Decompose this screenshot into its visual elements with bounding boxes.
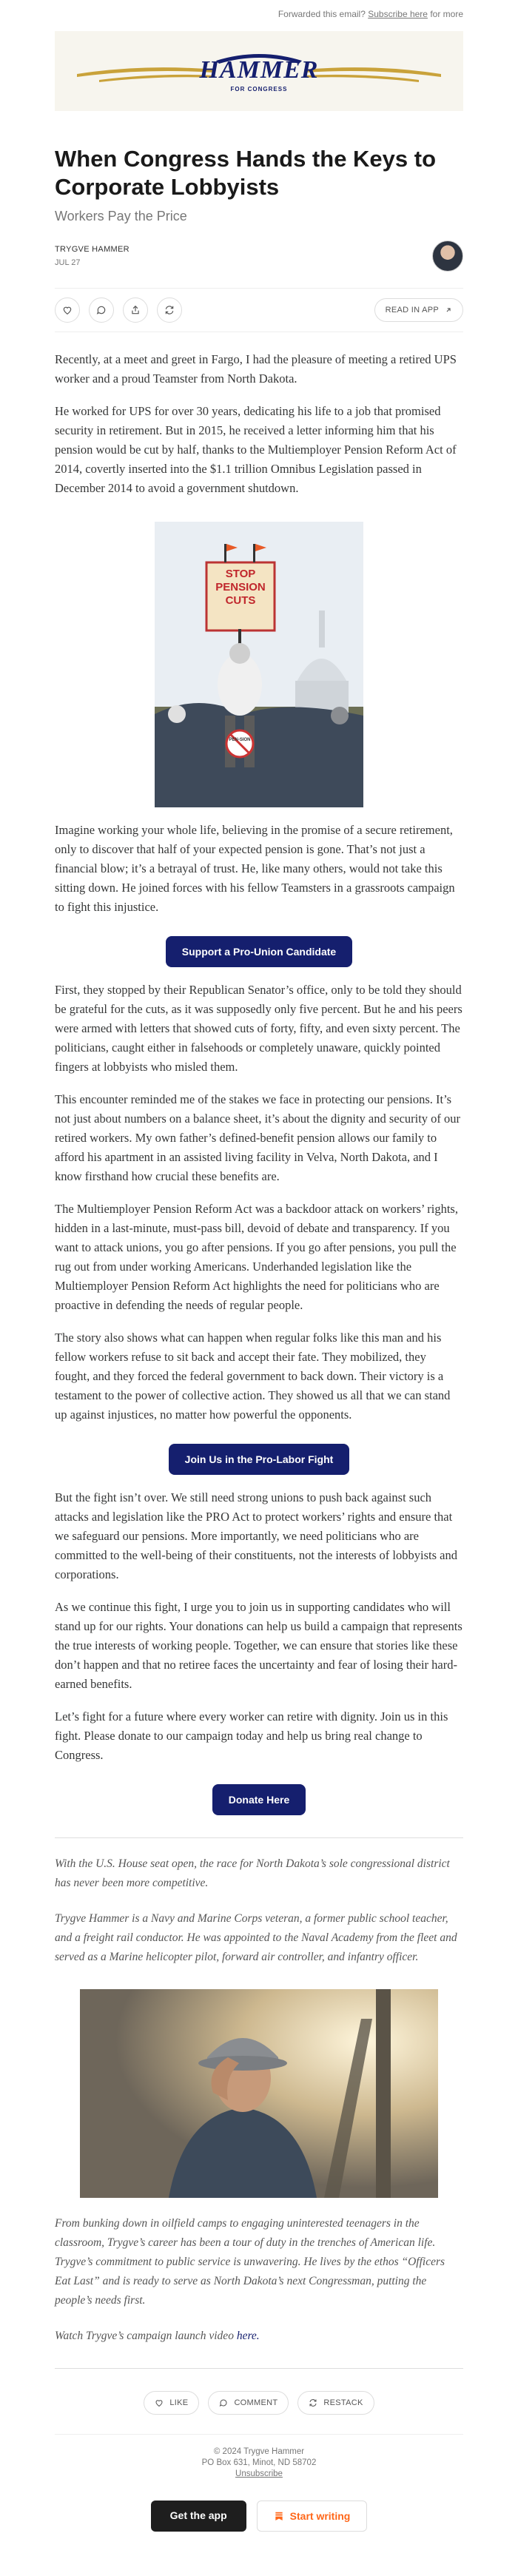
bio-paragraph: With the U.S. House seat open, the race for North Dakota’s sole congressional district has never been more competitive. [55,1857,450,1889]
mailing-address: PO Box 631, Minot, ND 58702 [201,2458,317,2467]
post-subtitle: Workers Pay the Price [55,209,187,223]
campaign-banner[interactable] [55,31,463,111]
paragraph: The story also shows what can happen when regular folks like this man and his fellow workers refuse to sit back and accept their fate. They mobilized, they fought, and they forced the federal government to back down. Their victory is a testament to the power of collective action. They showed us all that we can stand up against injustices, no matter how powerful the opponents. [55,1331,451,1422]
restack-label: RESTACK [323,2398,363,2407]
rally-image [155,522,363,807]
candidate-photo[interactable] [80,1989,438,2198]
sign-text: STOP PENSION CUTS [215,568,266,607]
author-name[interactable]: TRYGVE HAMMER [55,245,130,254]
sign-hat-text: PEN-SION [229,738,251,742]
rally-photo[interactable] [155,522,363,807]
logo-wordmark: HAMMER [199,56,319,84]
bio-video-text: Watch Trygve’s campaign launch video [55,2330,237,2342]
start-writing-label: Start writing [289,2510,351,2522]
support-candidate-button[interactable]: Support a Pro-Union Candidate [166,936,352,967]
email-footer [55,2434,463,2480]
paragraph: As we continue this fight, I urge you to join us in supporting candidates who will stand up for our rights. Your donations can help us build a campaign that represents the true interests of working people. Together, we can ensure that stories like these don’t happen and that no retiree faces the uncertainty and fear of losing their hard-earned benefits. [55,1600,462,1691]
heart-icon [62,305,73,315]
post-date: JUL 27 [55,258,81,267]
bio-video-line [55,2327,463,2346]
logo-subtext: FOR CONGRESS [230,86,288,93]
like-button[interactable] [55,297,80,323]
share-button[interactable] [123,297,148,323]
bio-paragraph: From bunking down in oilfield camps to engaging uninterested teenagers in the classroom, Trygve’s career has been a tour of duty in the trenches of American life. Trygve’s commitment to public service is unwavering. He lives by the ethos “Officers Eat Last” and is ready to serve as North Dakota’s next Congressman, putting the people’s needs first. [55,2217,445,2307]
comment-pill-button[interactable] [208,2391,289,2415]
external-arrow-icon [445,306,452,314]
forward-text: Forwarded this email? [278,9,366,19]
substack-logo-icon [274,2511,284,2521]
comment-label: COMMENT [234,2398,278,2407]
comment-icon [96,305,107,315]
get-app-button[interactable]: Get the app [151,2501,246,2532]
forward-suffix: for more [430,9,463,19]
post-body [55,350,463,1815]
like-label: LIKE [169,2398,189,2407]
subscribe-link[interactable]: Subscribe here [368,9,428,19]
restack-button[interactable] [157,297,182,323]
restack-icon [309,2398,317,2407]
forward-notice [55,0,463,31]
like-pill-button[interactable] [144,2391,199,2415]
post-title: When Congress Hands the Keys to Corporate Lobbyists [55,146,437,200]
candidate-bio [55,1854,463,2346]
unsubscribe-link[interactable]: Unsubscribe [235,2469,283,2478]
paragraph: But the fight isn’t over. We still need strong unions to push back against such attacks and legislation like the PRO Act to protect workers’ rights and ensure that we safeguard our pensions. More importantly, we need politicians who are committed to the well-being of their constituents, not the interests of lobbyists and corporations. [55,1490,457,1581]
heart-icon [155,2398,164,2407]
start-writing-button[interactable] [257,2501,368,2532]
avatar[interactable] [432,241,463,272]
divider [55,1837,463,1838]
join-fight-button[interactable]: Join Us in the Pro-Labor Fight [169,1444,350,1475]
paragraph: He worked for UPS for over 30 years, dedicating his life to a job that promised security in retirement. But in 2015, he received a letter informing him that his pension would be cut by half, thanks to the Multiemployer Pension Reform Act of 2014, covertly inserted into the $1.1 trillion Omnibus Legislation passed in December 2014 to avoid a government shutdown. [55,404,457,495]
paragraph: Recently, at a meet and greet in Fargo, I had the pleasure of meeting a retired UPS worker and a proud Teamster from North Dakota. [55,352,457,386]
paragraph: Imagine working your whole life, believing in the promise of a secure retirement, only to discover that half of your expected pension is gone. That’s not just a financial blow; it’s a betrayal of trust. He, like many others, would not take this sitting down. He joined forces with his fellow Teamsters in a grassroots campaign to fight this injustice. [55,823,455,914]
donate-button[interactable]: Donate Here [212,1784,306,1815]
comment-button[interactable] [89,297,114,323]
restack-pill-button[interactable] [297,2391,374,2415]
app-promo [55,2501,463,2576]
paragraph: The Multiemployer Pension Reform Act was a backdoor attack on workers’ rights, hidden in a last-minute, must-pass bill, devoid of debate and transparency. If you want to attack unions, you go after pensions. If you go after pensions, you pull the rug out from under working Americans. Underhanded legislation like the Multiemployer Pension Reform Act highlights the need for politicians who are proactive in defending the needs of regular people. [55,1202,458,1312]
post-action-bar [55,288,463,332]
share-icon [130,305,141,315]
paragraph: First, they stopped by their Republican Senator’s office, only to be told they should be grateful for the cuts, as it was supposedly only five percent. But he and his peers were armed with letters that showed cuts of forty, fifty, and even sixty percent. The politicians, caught either in falsehoods or completely unaware, quickly pointed fingers at lobbyists who misled them. [55,983,462,1074]
campaign-video-link[interactable]: here. [236,2330,260,2342]
candidate-image [80,1989,438,2198]
copyright: © 2024 Trygve Hammer [213,2447,305,2456]
paragraph: This encounter reminded me of the stakes we face in protecting our pensions. It’s not just about numbers on a balance sheet, it’s about the dignity and security of our retired workers. My own father’s defined-benefit pension allows our family to afford his apartment in an assisted living facility in Velva, North Dakota, and I know firsthand how crucial these benefits are. [55,1092,461,1183]
divider [55,2368,463,2369]
bottom-action-bar [55,2391,463,2415]
read-in-app-button[interactable] [374,298,463,322]
byline [55,241,463,272]
read-in-app-label: READ IN APP [385,306,439,315]
comment-icon [219,2398,228,2407]
paragraph: Let’s fight for a future where every worker can retire with dignity. Join us in this fight. Please donate to our campaign today and help us bring real change to Congress. [55,1709,448,1762]
bio-paragraph: Trygve Hammer is a Navy and Marine Corps veteran, a former public school teacher, and a freight rail conductor. He was appointed to the Naval Academy from the fleet and served as a Marine helicopter pilot, forward air controller, and infantry officer. [55,1912,457,1963]
restack-icon [164,305,175,315]
